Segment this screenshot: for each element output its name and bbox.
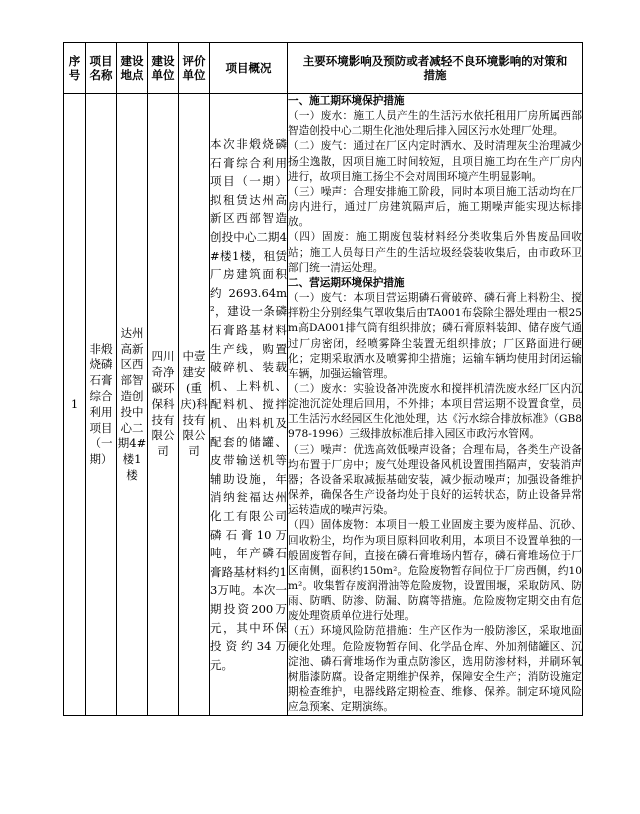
- cell-location: 达州高新区西部智造创投中心二期4#楼1楼: [117, 94, 148, 716]
- header-seq: 序号: [64, 43, 86, 94]
- section-operation: [288, 276, 582, 716]
- measure-item: （一）废气：本项目营运期磷石膏破碎、磷石膏上料粉尘、搅拌粉尘分别经集气罩收集后由TA001布袋除尘器处理由一根25m高DA001排气筒有组织排放；磷石膏原料装卸、储存废气通过厂房密闭，经喷雾降尘装置无组织排放；厂区路面进行硬化；定期采取洒水及喷雾抑尘措施；运输车辆均使用封闭运输车辆，加强运输管理。: [288, 292, 582, 380]
- section-construction: [288, 94, 582, 276]
- header-evaluator: 评价单位: [179, 43, 210, 94]
- cell-seq: 1: [64, 94, 86, 716]
- header-builder: 建设单位: [148, 43, 179, 94]
- section-title: 二、营运期环境保护措施: [288, 276, 405, 289]
- measure-item: （三）噪声：合理安排施工阶段，同时本项目施工活动均在厂房内进行，通过厂房建筑隔声后，施工期噪声能实现达标排放。: [288, 185, 582, 229]
- measure-item: （一）废水：施工人员产生的生活污水依托租用厂房所属西部智造创投中心二期生化池处理后排入园区污水处理厂处理。: [288, 110, 582, 138]
- cell-project-name: 非煅烧磷石膏综合利用项目（一期）: [86, 94, 117, 716]
- measure-item: （四）固体废物：本项目一般工业固废主要为废样品、沉砂、回收粉尘，均作为项目原料回收利用，本项目不设置单独的一般固废暂存间，直接在磷石膏堆场内暂存，磷石膏堆场位于厂区南侧，面积约150m²。危险废物暂存间位于厂房西侧，约10m²。收集暂存废润滑油等危险废物，设置围堰，采取防风、防雨、防晒、防渗、防漏、防腐等措施。危险废物定期交由有危废处理资质单位进行处理。: [288, 519, 582, 623]
- cell-overview: 本次非煅烧磷石膏综合利用项目（一期）拟租赁达州高新区西部智造创投中心二期4#楼1楼，租赁厂房建筑面积约2693.64m²，建设一条磷石膏路基材料生产线，购置破碎机、装载机、上料机、配料机、搅拌机、出料机及配套的储罐、皮带输送机等辅助设施，年消纳瓮福达州化工有限公司磷石膏10万吨，年产磷石膏路基材料约13万吨。本次一期投资200万元，其中环保投资约34万元。: [210, 94, 288, 716]
- cell-builder: 四川奇净碳环保科技有限公司: [148, 94, 179, 716]
- table-row: [64, 94, 583, 716]
- cell-evaluator: 中壹建安(重庆)科技有限公司: [179, 94, 210, 716]
- measure-item: （五）环境风险防范措施：生产区作为一般防渗区，采取地面硬化处理。危险废物暂存间、化学品仓库、外加剂储罐区、沉淀池、磷石膏堆场作为重点防渗区，选用防渗材料，并刷环氧树脂漆防腐。设备定期维护保养，保障安全生产；消防设施定期检查维护，电器线路定期检查、维修、保养。制定环境风险应急预案、定期演练。: [288, 625, 582, 714]
- measure-item: （二）废水：实验设备冲洗废水和搅拌机清洗废水经厂区内沉淀池沉淀处理后回用，不外排；本项目营运期不设置食堂，员工生活污水经园区生化池处理，达《污水综合排放标准》（GB8978-1996）三级排放标准后排入园区市政污水管网。: [288, 382, 582, 441]
- measure-item: （二）废气：通过在厂区内定时洒水、及时清理灰尘治理减少扬尘逸散，因项目施工时间较短，且项目施工均在生产厂房内进行，故项目施工扬尘不会对周围环境产生明显影响。: [288, 140, 582, 183]
- cell-measures: [288, 94, 583, 716]
- measure-item: （三）噪声：优选高效低噪声设备；合理布局，各类生产设备均布置于厂房中；废气处理设备风机设置围挡隔声，安装消声器；各设备采取减振基础安装，减少振动噪声；加强设备维护保养，确保各生产设备均处于良好的运转状态，防止设备异常运转造成的噪声污染。: [288, 443, 582, 517]
- eia-summary-table: [63, 42, 583, 716]
- header-row: [64, 43, 583, 94]
- measure-item: （四）固废：施工期废包装材料经分类收集后外售废品回收站；施工人员每日产生的生活垃圾经袋装收集后，由市政环卫部门统一清运处理。: [288, 231, 582, 274]
- header-overview: 项目概况: [210, 43, 288, 94]
- header-project-name: 项目名称: [86, 43, 117, 94]
- section-title: 一、施工期环境保护措施: [288, 95, 405, 107]
- header-measures: 主要环境影响及预防或者减轻不良环境影响的对策和措施: [288, 43, 583, 94]
- header-location: 建设地点: [117, 43, 148, 94]
